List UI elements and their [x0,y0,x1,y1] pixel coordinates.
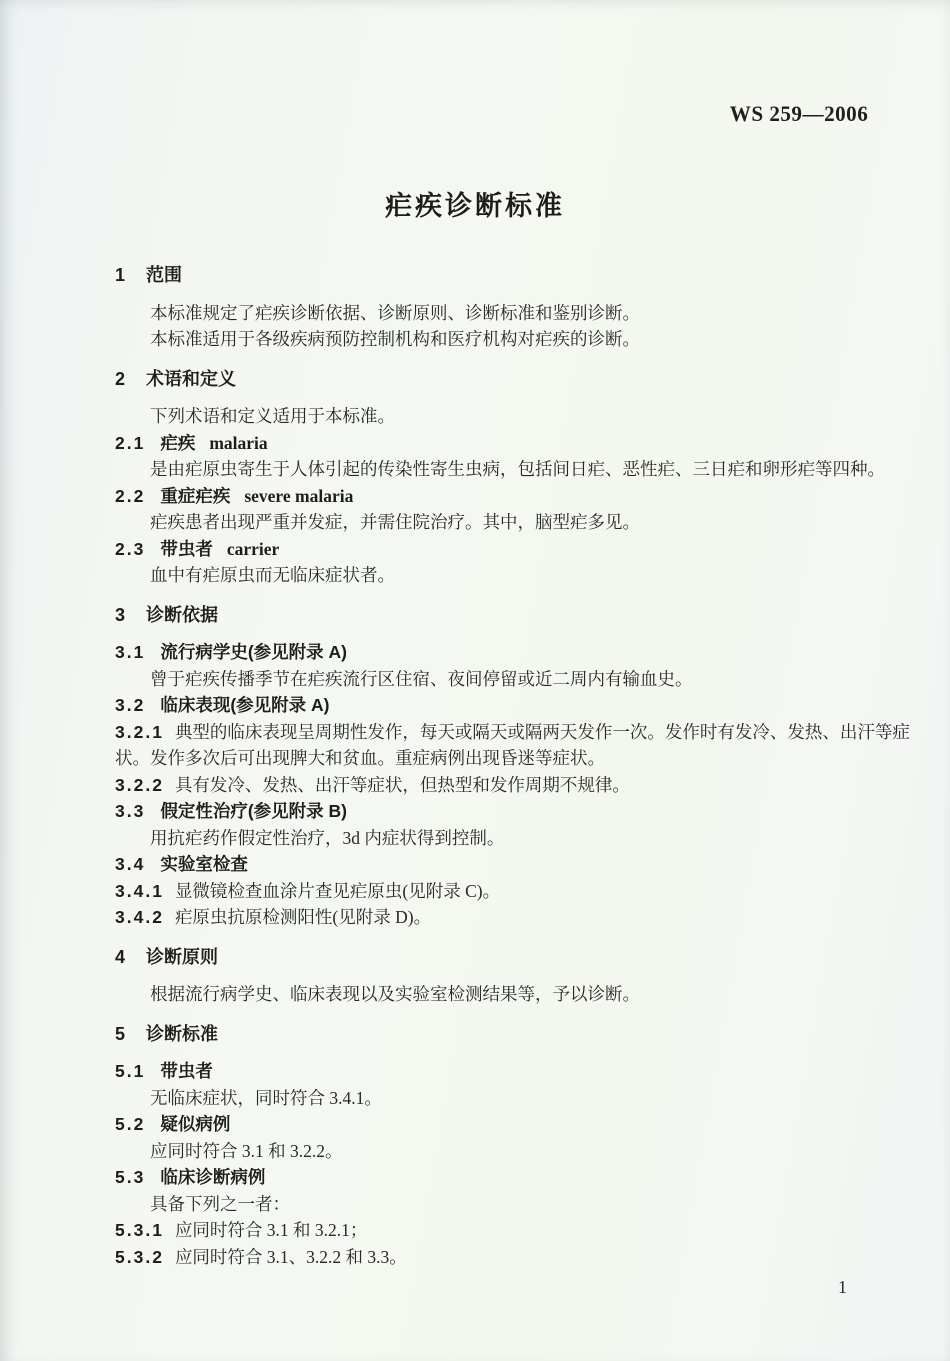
section-title: 诊断标准 [146,1023,219,1044]
clause-title: 疑似病例 [160,1114,231,1134]
section-number: 4 [115,946,128,967]
paragraph: 本标准适用于各级疾病预防控制机构和医疗机构对疟疾的诊断。 [150,329,640,349]
clause-number: 5.3.1 [115,1220,164,1240]
section-heading [115,1021,910,1048]
doc-number: WS 259—2006 [729,101,868,126]
clause-title: 临床表现(参见附录 A) [160,695,330,715]
clause-text: 疟原虫抗原检测阳性(见附录 D)。 [174,907,432,927]
section-heading [115,366,910,393]
clause-heading [115,1058,910,1085]
clause-number: 3.4 [115,854,146,874]
clause-title: 实验室检查 [160,854,248,874]
clause-number: 3.2 [115,695,146,715]
clause-text: 显微镜检查血涂片查见疟原虫(见附录 C)。 [174,880,501,901]
numbered-clause-paragraph [115,1217,910,1244]
clause-title: 带虫者 [160,1061,213,1081]
paragraph: 曾于疟疾传播季节在疟疾流行区住宿、夜间停留或近二周内有输血史。 [150,668,693,689]
clause-heading [115,1111,910,1138]
clause-number: 3.2.2 [115,774,164,795]
clause-number: 5.1 [115,1061,146,1081]
clause-heading [115,851,910,878]
clause-number: 3.3 [115,801,146,821]
paragraph: 用抗疟药作假定性治疗，3d 内症状得到控制。 [150,827,505,848]
term-english: malaria [209,432,268,453]
clause-title: 假定性治疗(参见附录 B) [160,801,347,821]
clause-text: 具有发冷、发热、出汗等症状，但热型和发作周期不规律。 [174,774,630,795]
clause-number: 5.3.2 [115,1246,164,1267]
paragraph: 本标准规定了疟疾诊断依据、诊断原则、诊断标准和鉴别诊断。 [150,302,640,323]
clause-number: 3.4.2 [115,907,164,927]
clause-number: 3.2.1 [115,721,164,742]
page-number: 1 [838,1277,847,1297]
section-title: 范围 [146,265,183,285]
term-definition-heading [115,430,910,457]
section-title: 诊断原则 [146,946,219,967]
paragraph: 具备下列之一者： [150,1193,290,1214]
section-number: 3 [115,604,128,625]
term-english: severe malaria [244,485,354,506]
clause-text: 典型的临床表现呈周期性发作，每天或隔天或隔两天发作一次。发作时有发冷、发热、出汗等症状。发作多次后可出现脾大和贫血。重症病例出现昏迷等症状。 [115,721,910,768]
numbered-clause-paragraph [115,904,910,931]
clause-number: 5.3 [115,1167,146,1187]
document-body [115,262,910,1270]
term-chinese: 疟疾 [160,432,196,453]
section-heading [115,944,910,971]
term-definition-heading [115,483,910,510]
clause-title: 临床诊断病例 [160,1167,266,1187]
clause-number: 3.1 [115,642,146,662]
term-definition-heading [115,536,910,563]
section-title: 术语和定义 [146,368,237,389]
clause-number: 5.2 [115,1114,146,1134]
paragraph: 下列术语和定义适用于本标准。 [150,406,395,426]
clause-heading [115,798,910,825]
page-title: 疟疾诊断标准 [385,191,565,221]
section-number: 5 [115,1023,128,1044]
term-chinese: 带虫者 [160,538,213,559]
section-heading [115,262,910,289]
numbered-clause-paragraph [115,878,910,905]
term-chinese: 重症疟疾 [160,485,231,506]
term-number: 2.1 [115,432,146,453]
section-heading [115,602,910,629]
term-english: carrier [226,538,280,559]
numbered-clause-paragraph [115,772,910,799]
paragraph: 血中有疟原虫而无临床症状者。 [150,565,395,585]
section-number: 2 [115,368,128,389]
paragraph: 应同时符合 3.1 和 3.2.2。 [150,1140,343,1161]
paragraph: 是由疟原虫寄生于人体引起的传染性寄生虫病，包括间日疟、恶性疟、三日疟和卵形疟等四种。 [150,459,885,479]
paragraph: 无临床症状，同时符合 3.4.1。 [150,1087,382,1108]
section-title: 诊断依据 [146,604,219,625]
numbered-clause-paragraph [115,1244,910,1271]
clause-text: 应同时符合 3.1 和 3.2.1； [174,1220,368,1240]
paragraph: 根据流行病学史、临床表现以及实验室检测结果等，予以诊断。 [150,984,640,1004]
clause-heading [115,1164,910,1191]
clause-heading [115,639,910,666]
paragraph: 疟疾患者出现严重并发症，并需住院治疗。其中，脑型疟多见。 [150,512,640,532]
clause-title: 流行病学史(参见附录 A) [160,642,347,662]
term-number: 2.3 [115,538,146,559]
term-number: 2.2 [115,485,146,506]
clause-heading [115,692,910,719]
section-number: 1 [115,265,128,285]
clause-text: 应同时符合 3.1、3.2.2 和 3.3。 [174,1246,407,1267]
clause-number: 3.4.1 [115,880,164,901]
numbered-clause-paragraph [115,719,910,772]
